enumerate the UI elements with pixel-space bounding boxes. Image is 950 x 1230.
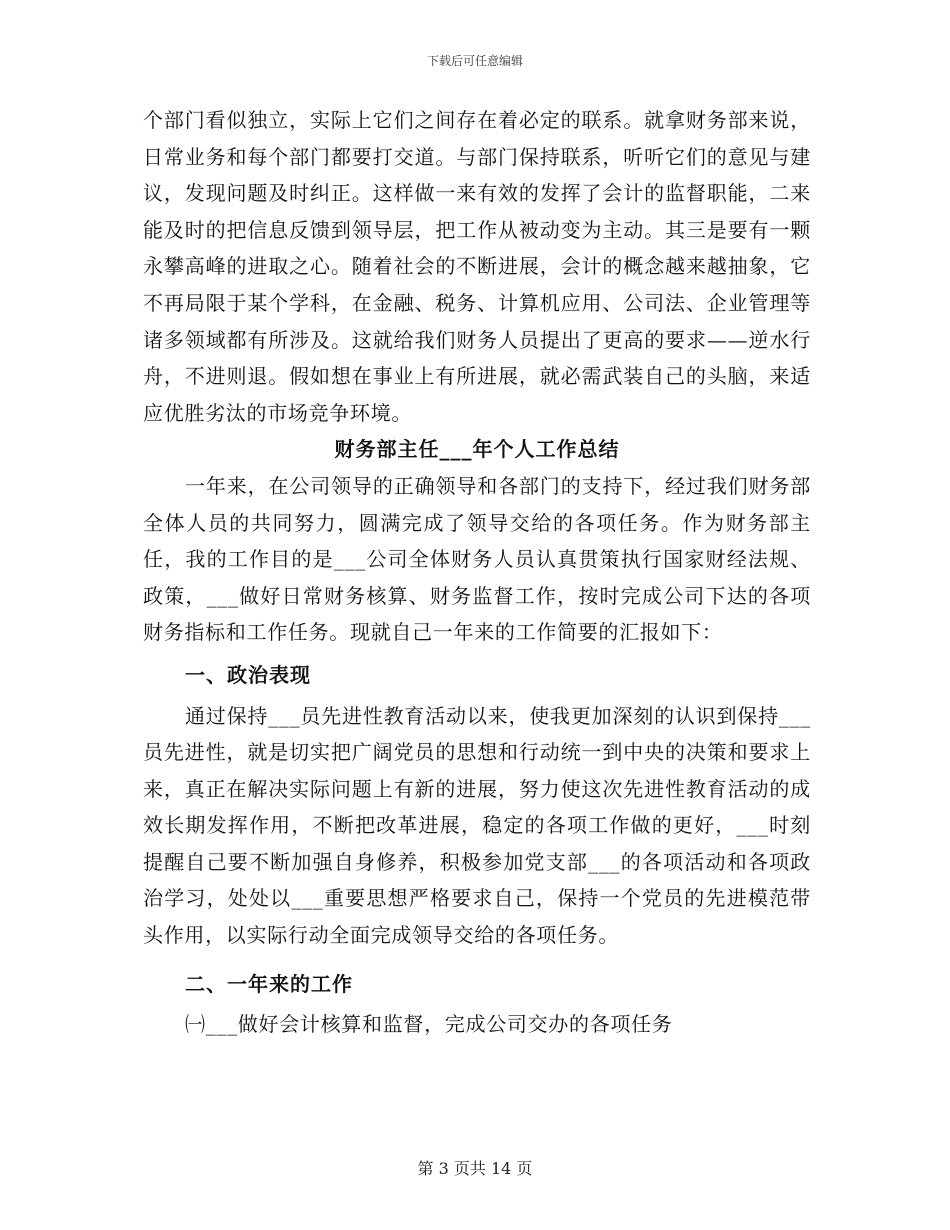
intro-paragraph: 一年来，在公司领导的正确领导和各部门的支持下，经过我们财务部全体人员的共同努力，圆满完成了领导交给的各项任务。作为财务部主任，我的工作目的是___公司全体财务人员认真贯策执行国家财经法规、政策，___做好日常财务核算、财务监督工作，按时完成公司下达的各项财务指标和工作任务。现就自己一年来的工作简要的汇报如下： (143, 473, 811, 645)
document-title: 财务部主任___年个人工作总结 (334, 437, 620, 462)
page-header: 下载后可任意编辑 (426, 54, 523, 68)
document-body (143, 102, 811, 1043)
lead-paragraph: 个部门看似独立，实际上它们之间存在着必定的联系。就拿财务部来说，日常业务和每个部门都要打交道。与部门保持联系，听听它们的意见与建议，发现问题及时纠正。这样做一来有效的发挥了会计的监督职能，二来能及时的把信息反馈到领导层，把工作从被动变为主动。其三是要有一颗永攀高峰的进取之心。随着社会的不断进展，会计的概念越来越抽象，它不再局限于某个学科，在金融、税务、计算机应用、公司法、企业管理等诸多领域都有所涉及。这就给我们财务人员提出了更高的要求——逆水行舟，不进则退。假如想在事业上有所进展，就必需武装自己的头脑，来适应优胜劣汰的市场竞争环境。 (143, 108, 811, 425)
section2-item1: ㈠___做好会计核算和监督，完成公司交办的各项任务 (185, 1012, 673, 1037)
section1-paragraph: 通过保持___员先进性教育活动以来，使我更加深刻的认识到保持___员先进性，就是切实把广阔党员的思想和行动统一到中央的决策和要求上来，真正在解决实际问题上有新的进展，努力使这次先进性教育活动的成效长期发挥作用，不断把改革进展，稳定的各项工作做的更好，___时刻提醒自己要不断加强自身修养，积极参加党支部___的各项活动和各项政治学习，处处以___重要思想严格要求自己，保持一个党员的先进模范带头作用，以实际行动全面完成领导交给的各项任务。 (143, 703, 811, 948)
page-footer: 第 3 页共 14 页 (417, 1159, 533, 1178)
section2-heading: 二、一年来的工作 (185, 971, 353, 996)
section1-heading: 一、政治表现 (185, 662, 311, 687)
